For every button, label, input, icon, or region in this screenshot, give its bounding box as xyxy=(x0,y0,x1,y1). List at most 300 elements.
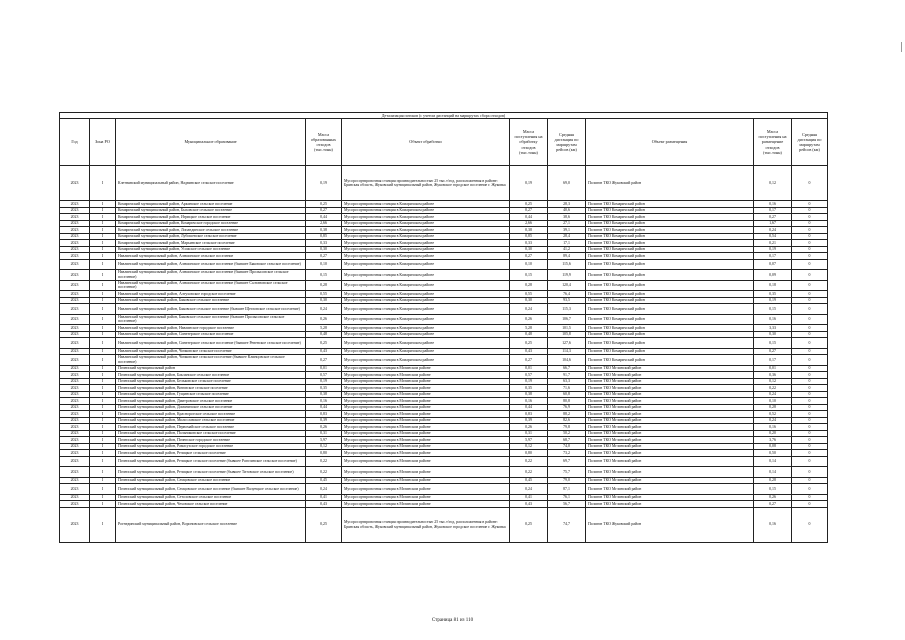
cell-mass-generated: 0,55 xyxy=(306,291,342,298)
cell-municipality: Комаричский муниципальный район, Быховское сельское поселение xyxy=(116,207,306,214)
cell-zone: I xyxy=(90,214,116,221)
cell-processing-object: Мусоросортировочная станция в Мглинском районе xyxy=(342,484,510,495)
cell-avg-distance-disposal: 0 xyxy=(792,501,828,508)
cell-processing-object: Мусоросортировочная станция в Комаричском районе xyxy=(342,355,510,366)
cell-mass-to-processing: 0,38 xyxy=(510,227,548,234)
cell-mass-to-disposal: 0,15 xyxy=(754,338,792,349)
cell-year: 2023 xyxy=(60,338,90,349)
cell-disposal-object: Полигон ТКО Жуковский район xyxy=(586,166,754,201)
cell-avg-distance-disposal: 0 xyxy=(792,220,828,227)
cell-mass-to-disposal: 3,33 xyxy=(754,325,792,332)
cell-municipality: Почепский муниципальный район, Сетоловское сельское поселение xyxy=(116,494,306,501)
cell-municipality: Почепский муниципальный район, Польниковское сельское поселение xyxy=(116,430,306,437)
cell-disposal-object: Полигон ТКО Комаричский район xyxy=(586,240,754,247)
cell-avg-distance-processing: 71,6 xyxy=(548,385,586,392)
cell-year: 2023 xyxy=(60,467,90,478)
cell-disposal-object: Полигон ТКО Комаричский район xyxy=(586,314,754,325)
cell-mass-generated: 0,35 xyxy=(306,385,342,392)
cell-disposal-object: Полигон ТКО Мглинский район xyxy=(586,484,754,495)
cell-processing-object: Мусоросортировочная станция в Мглинском районе xyxy=(342,456,510,467)
cell-avg-distance-disposal: 0 xyxy=(792,378,828,385)
cell-disposal-object: Полигон ТКО Комаричский район xyxy=(586,297,754,304)
cell-avg-distance-disposal: 0 xyxy=(792,443,828,450)
cell-mass-generated: 0,39 xyxy=(306,417,342,424)
waste-flow-table xyxy=(59,112,828,543)
cell-zone: I xyxy=(90,325,116,332)
cell-mass-to-disposal: 0,30 xyxy=(754,331,792,338)
cell-municipality: Навлинский муниципальный район, Бяковское сельское поселение (бывшее Пролысовское сельское поселение) xyxy=(116,314,306,325)
cell-municipality: Почепский муниципальный район, Краснорогское сельское поселение xyxy=(116,411,306,418)
cell-avg-distance-processing: 88,2 xyxy=(548,411,586,418)
cell-avg-distance-processing: 69,7 xyxy=(548,456,586,467)
cell-processing-object: Мусоросортировочная станция в Мглинском районе xyxy=(342,437,510,444)
cell-mass-generated: 0,27 xyxy=(306,355,342,366)
cell-municipality: Навлинский муниципальный район, Алешинское сельское поселение xyxy=(116,253,306,260)
cell-avg-distance-processing: 75,7 xyxy=(548,467,586,478)
cell-zone: I xyxy=(90,227,116,234)
cell-avg-distance-disposal: 0 xyxy=(792,314,828,325)
cell-year: 2023 xyxy=(60,437,90,444)
cell-mass-generated: 5,97 xyxy=(306,437,342,444)
cell-processing-object: Мусоросортировочная станция в Мглинском районе xyxy=(342,398,510,405)
cell-year: 2023 xyxy=(60,207,90,214)
cell-zone: I xyxy=(90,166,116,201)
cell-avg-distance-processing: 74,0 xyxy=(548,443,586,450)
cell-zone: I xyxy=(90,291,116,298)
cell-disposal-object: Полигон ТКО Мглинский район xyxy=(586,443,754,450)
cell-avg-distance-processing: 68,7 xyxy=(548,437,586,444)
cell-avg-distance-disposal: 0 xyxy=(792,297,828,304)
cell-mass-generated: 0,25 xyxy=(306,338,342,349)
cell-mass-generated: 0,12 xyxy=(306,443,342,450)
cell-mass-to-disposal: 0,19 xyxy=(754,297,792,304)
cell-mass-to-processing: 0,26 xyxy=(510,424,548,431)
cell-mass-generated: 0,30 xyxy=(306,246,342,253)
cell-municipality: Почепский муниципальный район, Витовское сельское поселение xyxy=(116,385,306,392)
cell-zone: I xyxy=(90,484,116,495)
cell-year: 2023 xyxy=(60,270,90,281)
cell-disposal-object: Полигон ТКО Комаричский район xyxy=(586,325,754,332)
cell-mass-to-disposal: 0,07 xyxy=(754,259,792,270)
cell-avg-distance-processing: 76,4 xyxy=(548,291,586,298)
cell-year: 2023 xyxy=(60,385,90,392)
cell-year: 2023 xyxy=(60,424,90,431)
table-row xyxy=(60,314,828,325)
cell-processing-object: Мусоросортировочная станция в Комаричском районе xyxy=(342,270,510,281)
cell-avg-distance-disposal: 0 xyxy=(792,494,828,501)
cell-mass-to-processing: 0,25 xyxy=(510,338,548,349)
cell-avg-distance-processing: 27,1 xyxy=(548,220,586,227)
cell-zone: I xyxy=(90,240,116,247)
cell-mass-to-processing: 0,48 xyxy=(510,331,548,338)
cell-processing-object: Мусоросортировочная станция в Мглинском районе xyxy=(342,494,510,501)
cell-mass-to-processing: 2,66 xyxy=(510,220,548,227)
cell-mass-generated: 0,57 xyxy=(306,372,342,379)
cell-processing-object: Мусоросортировочная станция в Комаричском районе xyxy=(342,207,510,214)
cell-mass-generated: 0,30 xyxy=(306,297,342,304)
cell-year: 2023 xyxy=(60,391,90,398)
cell-mass-to-disposal: 0,18 xyxy=(754,280,792,291)
cell-avg-distance-disposal: 0 xyxy=(792,411,828,418)
cell-avg-distance-disposal: 0 xyxy=(792,450,828,457)
cell-mass-to-disposal: 0,15 xyxy=(754,484,792,495)
cell-mass-generated: 5,28 xyxy=(306,325,342,332)
cell-avg-distance-processing: 82,6 xyxy=(548,417,586,424)
col-header-zone: Зона РО xyxy=(90,119,116,166)
cell-mass-to-processing: 0,45 xyxy=(510,477,548,484)
cell-zone: I xyxy=(90,411,116,418)
cell-municipality: Навлинский муниципальный район, Бяковское сельское поселение (бывшее Щегловское сельское поселение) xyxy=(116,304,306,315)
cell-zone: I xyxy=(90,404,116,411)
cell-avg-distance-disposal: 0 xyxy=(792,424,828,431)
cell-mass-to-disposal: 0,27 xyxy=(754,348,792,355)
cell-processing-object: Мусоросортировочная станция в Мглинском районе xyxy=(342,501,510,508)
table-row xyxy=(60,456,828,467)
cell-processing-object: Мусоросортировочная станция в Комаричском районе xyxy=(342,253,510,260)
cell-disposal-object: Полигон ТКО Жуковский район xyxy=(586,507,754,542)
cell-disposal-object: Полигон ТКО Мглинский район xyxy=(586,365,754,372)
cell-municipality: Навлинский муниципальный район, Чичковское сельское поселение xyxy=(116,348,306,355)
cell-mass-to-disposal: 0,17 xyxy=(754,207,792,214)
cell-processing-object: Мусоросортировочная станция в Мглинском районе xyxy=(342,372,510,379)
cell-disposal-object: Полигон ТКО Мглинский район xyxy=(586,450,754,457)
cell-mass-to-disposal: 0,28 xyxy=(754,477,792,484)
cell-mass-to-processing: 0,38 xyxy=(510,391,548,398)
cell-zone: I xyxy=(90,398,116,405)
cell-municipality: Комаричский муниципальный район, Марьинское сельское поселение xyxy=(116,240,306,247)
cell-zone: I xyxy=(90,507,116,542)
cell-zone: I xyxy=(90,467,116,478)
cell-mass-generated: 0,85 xyxy=(306,233,342,240)
cell-year: 2023 xyxy=(60,227,90,234)
cell-processing-object: Мусоросортировочная станция в Комаричском районе xyxy=(342,214,510,221)
cell-avg-distance-disposal: 0 xyxy=(792,270,828,281)
col-header-year: Год xyxy=(60,119,90,166)
cell-mass-to-processing: 0,25 xyxy=(510,201,548,208)
cell-processing-object: Мусоросортировочная станция производительностью 25 тыс.т/год, расположенная в районе: Брянская область, Жуковский муниципальный район, Жуковское городское поселение г. Жуковка xyxy=(342,507,510,542)
cell-mass-generated: 0,27 xyxy=(306,207,342,214)
cell-processing-object: Мусоросортировочная станция в Комаричском районе xyxy=(342,314,510,325)
cell-avg-distance-disposal: 0 xyxy=(792,259,828,270)
cell-year: 2023 xyxy=(60,214,90,221)
cell-processing-object: Мусоросортировочная станция в Комаричском районе xyxy=(342,259,510,270)
cell-avg-distance-disposal: 0 xyxy=(792,477,828,484)
cell-zone: I xyxy=(90,259,116,270)
cell-mass-generated: 0,38 xyxy=(306,391,342,398)
cell-mass-to-processing: 0,16 xyxy=(510,398,548,405)
table-row xyxy=(60,270,828,281)
cell-zone: I xyxy=(90,385,116,392)
cell-avg-distance-processing: 87,1 xyxy=(548,484,586,495)
col-header-mass-to-disposal: Масса поступления на размещение отходов (тыс.тонн) xyxy=(754,119,792,166)
cell-mass-to-processing: 0,43 xyxy=(510,348,548,355)
cell-mass-to-processing: 0,33 xyxy=(510,240,548,247)
cell-mass-generated: 0,25 xyxy=(306,201,342,208)
cell-year: 2023 xyxy=(60,355,90,366)
cell-mass-to-processing: 0,41 xyxy=(510,494,548,501)
cell-zone: I xyxy=(90,338,116,349)
cell-disposal-object: Полигон ТКО Комаричский район xyxy=(586,227,754,234)
cell-mass-to-disposal: 0,15 xyxy=(754,304,792,315)
cell-mass-to-processing: 0,30 xyxy=(510,246,548,253)
cell-year: 2023 xyxy=(60,233,90,240)
col-header-avg-distance-processing: Средняя дистанция по маршрутам рейсов (км) xyxy=(548,119,586,166)
cell-avg-distance-processing: 91,7 xyxy=(548,372,586,379)
cell-processing-object: Мусоросортировочная станция в Комаричском районе xyxy=(342,348,510,355)
cell-avg-distance-processing: 114,3 xyxy=(548,348,586,355)
cell-processing-object: Мусоросортировочная станция в Комаричском районе xyxy=(342,291,510,298)
cell-municipality: Комаричский муниципальный район, Аркинское сельское поселение xyxy=(116,201,306,208)
cell-mass-to-disposal: 0,14 xyxy=(754,467,792,478)
col-header-processing-object: Объект обработки xyxy=(342,119,510,166)
cell-processing-object: Мусоросортировочная станция производительностью 25 тыс.т/год, расположенная в районе: Брянская область, Жуковский муниципальный район, Жуковское городское поселение г. Жуковка xyxy=(342,166,510,201)
cell-avg-distance-disposal: 0 xyxy=(792,456,828,467)
cell-mass-to-processing: 0,27 xyxy=(510,253,548,260)
cell-mass-to-processing: 0,26 xyxy=(510,314,548,325)
cell-year: 2023 xyxy=(60,314,90,325)
cell-mass-to-processing: 0,27 xyxy=(510,207,548,214)
cell-avg-distance-processing: 101,5 xyxy=(548,325,586,332)
cell-avg-distance-disposal: 0 xyxy=(792,355,828,366)
cell-mass-generated: 0,24 xyxy=(306,304,342,315)
cell-mass-to-processing: 0,80 xyxy=(510,450,548,457)
cell-avg-distance-processing: 40,6 xyxy=(548,207,586,214)
table-row xyxy=(60,484,828,495)
cell-processing-object: Мусоросортировочная станция в Мглинском районе xyxy=(342,443,510,450)
cell-mass-to-disposal: 1,67 xyxy=(754,220,792,227)
cell-avg-distance-disposal: 0 xyxy=(792,253,828,260)
cell-avg-distance-disposal: 0 xyxy=(792,484,828,495)
cell-mass-to-disposal: 0,19 xyxy=(754,246,792,253)
cell-avg-distance-disposal: 0 xyxy=(792,240,828,247)
cell-mass-to-processing: 0,83 xyxy=(510,411,548,418)
cell-mass-to-disposal: 0,52 xyxy=(754,411,792,418)
cell-mass-to-processing: 0,24 xyxy=(510,484,548,495)
cell-mass-to-processing: 0,12 xyxy=(510,443,548,450)
cell-disposal-object: Полигон ТКО Комаричский район xyxy=(586,253,754,260)
cell-mass-to-processing: 0,15 xyxy=(510,270,548,281)
cell-municipality: Навлинский муниципальный район, Чичковское сельское поселение (бывшее Клинцовское сельское поселение) xyxy=(116,355,306,366)
cell-year: 2023 xyxy=(60,331,90,338)
cell-avg-distance-disposal: 0 xyxy=(792,214,828,221)
cell-disposal-object: Полигон ТКО Мглинский район xyxy=(586,424,754,431)
cell-disposal-object: Полигон ТКО Мглинский район xyxy=(586,372,754,379)
cell-mass-to-processing: 0,19 xyxy=(510,166,548,201)
cell-zone: I xyxy=(90,246,116,253)
cell-avg-distance-processing: 115,6 xyxy=(548,259,586,270)
table-row xyxy=(60,280,828,291)
cell-disposal-object: Полигон ТКО Комаричский район xyxy=(586,291,754,298)
cell-processing-object: Мусоросортировочная станция в Мглинском районе xyxy=(342,411,510,418)
cell-year: 2023 xyxy=(60,297,90,304)
cell-mass-to-processing: 0,31 xyxy=(510,430,548,437)
cell-year: 2023 xyxy=(60,501,90,508)
cell-avg-distance-processing: 60,8 xyxy=(548,391,586,398)
cell-municipality: Навлинский муниципальный район, Алешинское сельское поселение (бывшее Салтановское сельское поселение) xyxy=(116,280,306,291)
cell-mass-to-disposal: 0,21 xyxy=(754,240,792,247)
cell-municipality: Почепский муниципальный район, Речицкое сельское поселение (бывшее Титовское сельское поселение) xyxy=(116,467,306,478)
cell-disposal-object: Полигон ТКО Мглинский район xyxy=(586,411,754,418)
cell-year: 2023 xyxy=(60,430,90,437)
cell-zone: I xyxy=(90,391,116,398)
cell-processing-object: Мусоросортировочная станция в Мглинском районе xyxy=(342,404,510,411)
cell-mass-to-disposal: 0,26 xyxy=(754,494,792,501)
cell-processing-object: Мусоросортировочная станция в Комаричском районе xyxy=(342,220,510,227)
cell-year: 2023 xyxy=(60,166,90,201)
cell-mass-generated: 0,48 xyxy=(306,331,342,338)
cell-disposal-object: Полигон ТКО Мглинский район xyxy=(586,456,754,467)
cell-zone: I xyxy=(90,424,116,431)
cell-avg-distance-disposal: 0 xyxy=(792,365,828,372)
cell-processing-object: Мусоросортировочная станция в Мглинском районе xyxy=(342,430,510,437)
cell-processing-object: Мусоросортировочная станция в Комаричском районе xyxy=(342,227,510,234)
cell-municipality: Навлинский муниципальный район, Синезерское сельское поселение (бывшее Ревенское сельское поселение) xyxy=(116,338,306,349)
cell-processing-object: Мусоросортировочная станция в Комаричском районе xyxy=(342,246,510,253)
cell-mass-to-disposal: 0,17 xyxy=(754,355,792,366)
cell-disposal-object: Полигон ТКО Комаричский район xyxy=(586,304,754,315)
cell-avg-distance-disposal: 0 xyxy=(792,385,828,392)
cell-disposal-object: Полигон ТКО Комаричский район xyxy=(586,214,754,221)
cell-municipality: Рогнединский муниципальный район, Вороновское сельское поселение xyxy=(116,507,306,542)
cell-mass-generated: 0,80 xyxy=(306,450,342,457)
cell-avg-distance-disposal: 0 xyxy=(792,233,828,240)
cell-avg-distance-processing: 79,8 xyxy=(548,424,586,431)
cell-avg-distance-processing: 66,7 xyxy=(548,365,586,372)
cell-disposal-object: Полигон ТКО Мглинский район xyxy=(586,467,754,478)
cell-avg-distance-processing: 69,0 xyxy=(548,166,586,201)
cell-mass-to-disposal: 0,50 xyxy=(754,450,792,457)
cell-avg-distance-disposal: 0 xyxy=(792,437,828,444)
cell-year: 2023 xyxy=(60,443,90,450)
table-header-row xyxy=(60,119,828,166)
cell-mass-generated: 0,24 xyxy=(306,484,342,495)
cell-processing-object: Мусоросортировочная станция в Комаричском районе xyxy=(342,331,510,338)
cell-year: 2023 xyxy=(60,253,90,260)
cell-avg-distance-processing: 106,7 xyxy=(548,314,586,325)
cell-mass-to-processing: 0,35 xyxy=(510,385,548,392)
cell-mass-to-processing: 0,30 xyxy=(510,297,548,304)
cell-mass-to-disposal: 0,20 xyxy=(754,430,792,437)
cell-zone: I xyxy=(90,297,116,304)
cell-disposal-object: Полигон ТКО Комаричский район xyxy=(586,259,754,270)
table-banner: Детализация потоков (с учетом дистанций на маршрутах сбора отходов) xyxy=(60,113,828,119)
cell-processing-object: Мусоросортировочная станция в Комаричском районе xyxy=(342,297,510,304)
cell-avg-distance-processing: 119,9 xyxy=(548,270,586,281)
table-row xyxy=(60,338,828,349)
cell-zone: I xyxy=(90,253,116,260)
cell-year: 2023 xyxy=(60,365,90,372)
cell-avg-distance-processing: 93,5 xyxy=(548,297,586,304)
cell-mass-generated: 0,22 xyxy=(306,456,342,467)
cell-avg-distance-processing: 115,3 xyxy=(548,304,586,315)
cell-avg-distance-disposal: 0 xyxy=(792,507,828,542)
cell-municipality: Комаричский муниципальный район, Лубошевское сельское поселение xyxy=(116,233,306,240)
cell-zone: I xyxy=(90,365,116,372)
table-body xyxy=(60,166,828,543)
cell-avg-distance-disposal: 0 xyxy=(792,291,828,298)
cell-municipality: Почепский муниципальный район, Первомайское сельское поселение xyxy=(116,424,306,431)
cell-municipality: Почепский муниципальный район, Гущинское сельское поселение xyxy=(116,391,306,398)
cell-processing-object: Мусоросортировочная станция в Комаричском районе xyxy=(342,280,510,291)
cell-mass-to-processing: 0,27 xyxy=(510,355,548,366)
cell-processing-object: Мусоросортировочная станция в Мглинском районе xyxy=(342,424,510,431)
cell-disposal-object: Полигон ТКО Мглинский район xyxy=(586,494,754,501)
cell-avg-distance-disposal: 0 xyxy=(792,398,828,405)
cell-mass-to-processing: 0,01 xyxy=(510,365,548,372)
cell-mass-to-disposal: 0,22 xyxy=(754,385,792,392)
cell-zone: I xyxy=(90,430,116,437)
cell-avg-distance-processing: 50,2 xyxy=(548,430,586,437)
cell-mass-to-processing: 0,44 xyxy=(510,404,548,411)
cell-processing-object: Мусоросортировочная станция в Мглинском районе xyxy=(342,385,510,392)
cell-avg-distance-processing: 17,1 xyxy=(548,240,586,247)
cell-year: 2023 xyxy=(60,372,90,379)
cell-municipality: Почепский муниципальный район, Семцовское сельское поселение xyxy=(116,477,306,484)
cell-year: 2023 xyxy=(60,240,90,247)
cell-year: 2023 xyxy=(60,304,90,315)
cell-zone: I xyxy=(90,233,116,240)
cell-mass-generated: 0,33 xyxy=(306,240,342,247)
cell-mass-to-processing: 0,25 xyxy=(510,507,548,542)
cell-municipality: Почепский муниципальный район, Дмитровское сельское поселение xyxy=(116,398,306,405)
cell-mass-to-processing: 0,28 xyxy=(510,280,548,291)
cell-mass-to-disposal: 0,28 xyxy=(754,404,792,411)
cell-mass-generated: 0,43 xyxy=(306,348,342,355)
cell-disposal-object: Полигон ТКО Комаричский район xyxy=(586,207,754,214)
cell-year: 2023 xyxy=(60,398,90,405)
cell-avg-distance-processing: 79,0 xyxy=(548,477,586,484)
cell-year: 2023 xyxy=(60,484,90,495)
cell-municipality: Навлинский муниципальный район, Навлинское городское поселение xyxy=(116,325,306,332)
cell-disposal-object: Полигон ТКО Мглинский район xyxy=(586,398,754,405)
cell-avg-distance-processing: 73,2 xyxy=(548,450,586,457)
cell-year: 2023 xyxy=(60,246,90,253)
cell-avg-distance-disposal: 0 xyxy=(792,348,828,355)
cell-municipality: Почепский муниципальный район, Доманичское сельское поселение xyxy=(116,404,306,411)
cell-avg-distance-processing: 76,9 xyxy=(548,404,586,411)
cell-mass-to-processing: 0,19 xyxy=(510,378,548,385)
cell-zone: I xyxy=(90,207,116,214)
cell-mass-to-processing: 0,39 xyxy=(510,417,548,424)
cell-disposal-object: Полигон ТКО Комаричский район xyxy=(586,338,754,349)
cell-processing-object: Мусоросортировочная станция в Мглинском районе xyxy=(342,450,510,457)
cell-processing-object: Мусоросортировочная станция в Комаричском районе xyxy=(342,338,510,349)
cell-avg-distance-disposal: 0 xyxy=(792,280,828,291)
cell-avg-distance-disposal: 0 xyxy=(792,338,828,349)
table-row xyxy=(60,166,828,201)
cell-zone: I xyxy=(90,372,116,379)
cell-mass-to-disposal: 0,14 xyxy=(754,456,792,467)
cell-disposal-object: Полигон ТКО Комаричский район xyxy=(586,331,754,338)
cell-mass-to-disposal: 3,76 xyxy=(754,437,792,444)
cell-disposal-object: Полигон ТКО Комаричский район xyxy=(586,220,754,227)
cell-processing-object: Мусоросортировочная станция в Мглинском районе xyxy=(342,391,510,398)
cell-mass-generated: 0,27 xyxy=(306,253,342,260)
cell-mass-generated: 0,45 xyxy=(306,477,342,484)
cell-mass-generated: 0,19 xyxy=(306,166,342,201)
cell-municipality: Почепский муниципальный район, Бакланское сельское поселение xyxy=(116,372,306,379)
cell-zone: I xyxy=(90,378,116,385)
cell-year: 2023 xyxy=(60,291,90,298)
cell-avg-distance-disposal: 0 xyxy=(792,325,828,332)
cell-mass-to-processing: 0,55 xyxy=(510,291,548,298)
cell-mass-to-disposal: 0,09 xyxy=(754,270,792,281)
cell-avg-distance-processing: 28,4 xyxy=(548,233,586,240)
cell-zone: I xyxy=(90,304,116,315)
cell-processing-object: Мусоросортировочная станция в Мглинском районе xyxy=(342,365,510,372)
cell-mass-to-disposal: 0,24 xyxy=(754,227,792,234)
cell-mass-to-processing: 0,57 xyxy=(510,372,548,379)
